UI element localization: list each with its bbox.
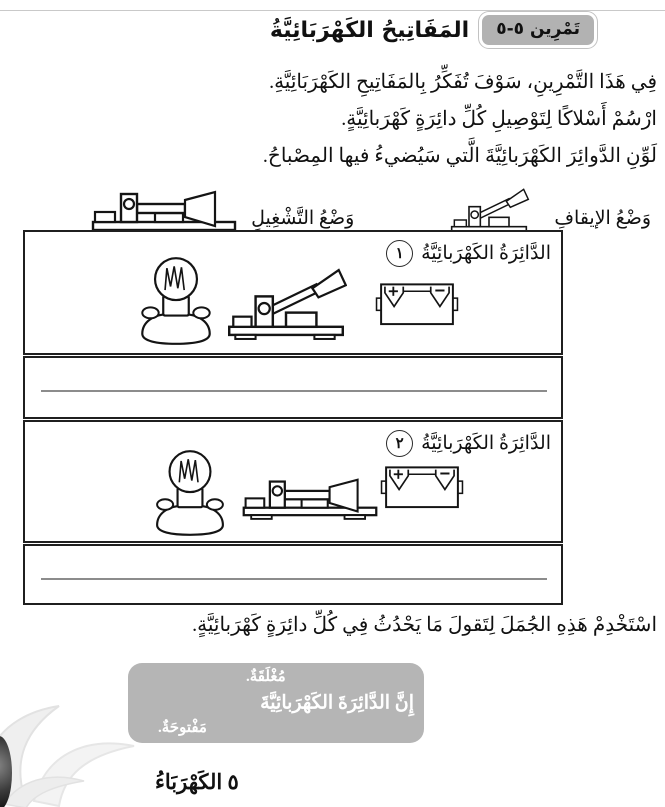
circuit-1-writing-line[interactable] [41,390,547,392]
option-open: مَفْتوحَةٌ. [158,720,207,736]
exercise-badge: تَمْرِين ٥-٥ [479,12,597,48]
circuit-2-writing-line[interactable] [41,578,547,580]
circuit-1-number-badge: ١ [386,240,413,267]
switch-positions-legend [23,188,651,236]
swirl-decoration-icon [0,676,154,807]
option-closed: مُغْلَقَةٌ. [246,669,286,685]
circuit-2-box[interactable] [23,420,563,543]
sentence-builder-box [128,663,424,743]
sentence-prompt: اسْتَخْدِمْ هَذِهِ الجُمَلَ لِتَقولَ مَا يَحْدُثُ فِي كُلِّ دائِرَةٍ كَهْرَبائِيَّةٍ. [192,614,657,636]
circuit-2-number-badge: ٢ [386,430,413,457]
circuit-2-answer-box[interactable] [23,544,563,605]
top-divider [0,10,665,11]
circuit-1-label [386,240,551,267]
battery-icon [375,278,459,332]
battery-icon [380,460,464,516]
open-switch-icon [225,268,347,341]
circuit-2-label [386,430,551,457]
page-header [270,12,597,48]
circuit-2-label-text: الدَّائِرَةُ الكَهْرَبائِيَّةُ [421,433,551,454]
sentence-stem: إِنَّ الدَّائِرَةَ الكَهْرَبائِيَّةَ [260,692,414,714]
open-switch-icon [436,188,542,236]
circuit-1-label-text: الدَّائِرَةُ الكَهْرَبائِيَّةُ [421,243,551,264]
closed-switch-icon [89,184,239,236]
instruction-line-3: لَوِّنِ الدَّوائِرَ الكَهْرَبائِيَّةَ الَّتي سَيُضيءُ فيها المِصْباحُ. [262,145,657,167]
closed-switch-icon [240,472,380,521]
instruction-line-1: فِي هَذَا التَّمْرِينِ، سَوْفَ تُفَكِّرُ بِالمَفَاتِيحِ الكَهْرَبَائِيَّةِ. [269,71,657,93]
light-bulb-icon [150,448,230,538]
circuit-1-box[interactable] [23,230,563,355]
circuit-1-answer-box[interactable] [23,356,563,419]
on-position-label: وَضْعُ التَّشْغِيلِ [251,208,355,229]
off-position-label: وَضْعُ الإيقافِ [554,208,651,229]
instructions [263,64,657,175]
page-title: المَفَاتِيحُ الكَهْرَبَائِيَّةُ [269,17,470,43]
light-bulb-icon [135,254,217,348]
instruction-line-2: ارْسُمْ أَسْلاكًا لِتَوْصِيلِ كُلِّ دائِرَةٍ كَهْرَبائِيَّةٍ. [341,108,657,130]
unit-footer: ٥ الكَهْرَبَاءُ [155,770,239,794]
